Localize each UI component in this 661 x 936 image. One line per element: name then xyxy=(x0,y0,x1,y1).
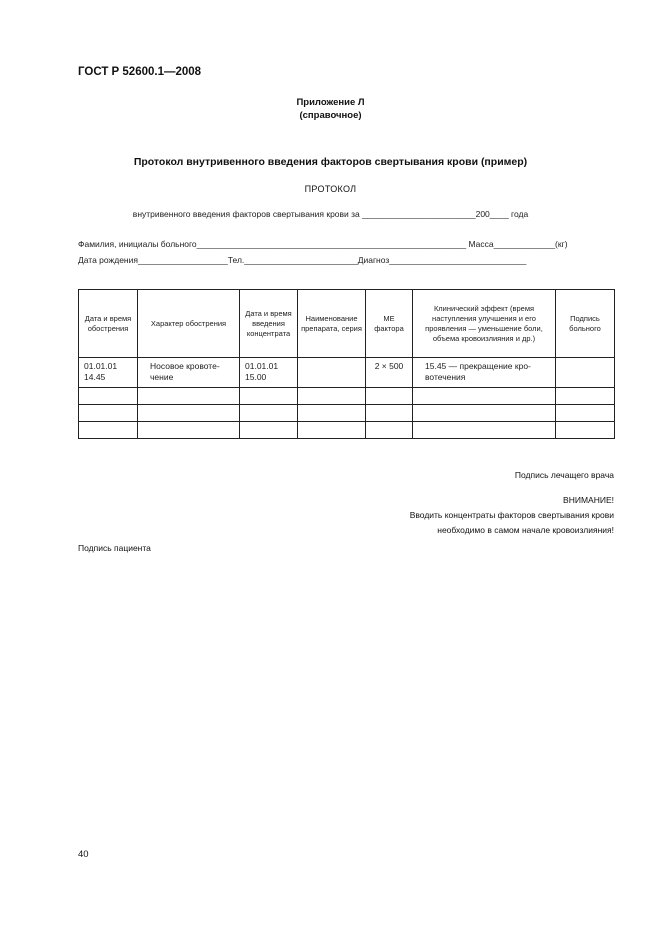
table-cell xyxy=(79,422,138,439)
table-cell xyxy=(298,405,366,422)
document-code: ГОСТ Р 52600.1—2008 xyxy=(78,66,202,78)
table-cell xyxy=(138,388,240,405)
header-cell: Клинический эффект (время наступления улучшения и его проявления — уменьшение боли, объема кровоизлияния и др.) xyxy=(413,290,556,358)
table-cell xyxy=(298,388,366,405)
protocol-heading: ПРОТОКОЛ xyxy=(304,184,357,194)
table-cell xyxy=(413,388,556,405)
table-cell: 01.01.01 14.45 xyxy=(79,358,138,388)
appendix-label: Приложение Л xyxy=(296,97,365,108)
table-row xyxy=(79,422,615,439)
table-cell xyxy=(413,405,556,422)
table-cell xyxy=(240,388,298,405)
table-cell xyxy=(79,405,138,422)
header-cell: Наименование препарата, серия xyxy=(298,290,366,358)
page-number: 40 xyxy=(78,849,89,860)
table-cell: Носовое кровоте- чение xyxy=(138,358,240,388)
table-cell xyxy=(138,405,240,422)
intro-line: внутривенного введения факторов свертывания крови за ________________________200____ года xyxy=(132,209,529,219)
table-row xyxy=(79,358,615,388)
patient-name-line: Фамилия, инициалы больного_________________________________________________________ Масса_____________(кг) xyxy=(78,239,568,249)
table-cell xyxy=(298,422,366,439)
appendix-label-block xyxy=(0,96,661,122)
table-row xyxy=(79,405,615,422)
table-cell xyxy=(556,405,615,422)
warning-heading: ВНИМАНИЕ! xyxy=(563,495,614,505)
protocol-table xyxy=(78,289,615,439)
patient-signature-label: Подпись пациента xyxy=(78,543,151,553)
table-row xyxy=(79,388,615,405)
table-cell xyxy=(366,388,413,405)
table-cell xyxy=(240,422,298,439)
table-cell xyxy=(79,388,138,405)
table-cell: 01.01.01 15.00 xyxy=(240,358,298,388)
header-cell: Характер обострения xyxy=(138,290,240,358)
document-title: Протокол внутривенного введения факторов свертывания крови (пример) xyxy=(133,156,528,168)
warning-line: необходимо в самом начале кровоизлияния! xyxy=(437,525,614,535)
warning-block xyxy=(410,493,614,538)
header-cell: Подпись больного xyxy=(556,290,615,358)
table-cell xyxy=(298,358,366,388)
table-cell xyxy=(366,422,413,439)
birth-date-line: Дата рождения___________________Тел.________________________Диагноз_____________________________ xyxy=(78,255,527,265)
table-cell xyxy=(413,422,556,439)
doctor-signature-label: Подпись лечащего врача xyxy=(514,470,614,480)
table-cell xyxy=(138,422,240,439)
appendix-note: (справочное) xyxy=(299,110,362,121)
header-cell: Дата и время обострения xyxy=(79,290,138,358)
table-header-row xyxy=(79,290,615,358)
warning-line: Вводить концентраты факторов свертывания крови xyxy=(409,510,614,520)
table-cell: 2 × 500 xyxy=(366,358,413,388)
table-cell xyxy=(240,405,298,422)
table-cell xyxy=(366,405,413,422)
table-cell xyxy=(556,388,615,405)
table-cell xyxy=(556,422,615,439)
table-cell xyxy=(556,358,615,388)
table-cell: 15.45 — прекращение кро- вотечения xyxy=(413,358,556,388)
header-cell: Дата и время введения концентрата xyxy=(240,290,298,358)
header-cell: МЕ фактора xyxy=(366,290,413,358)
